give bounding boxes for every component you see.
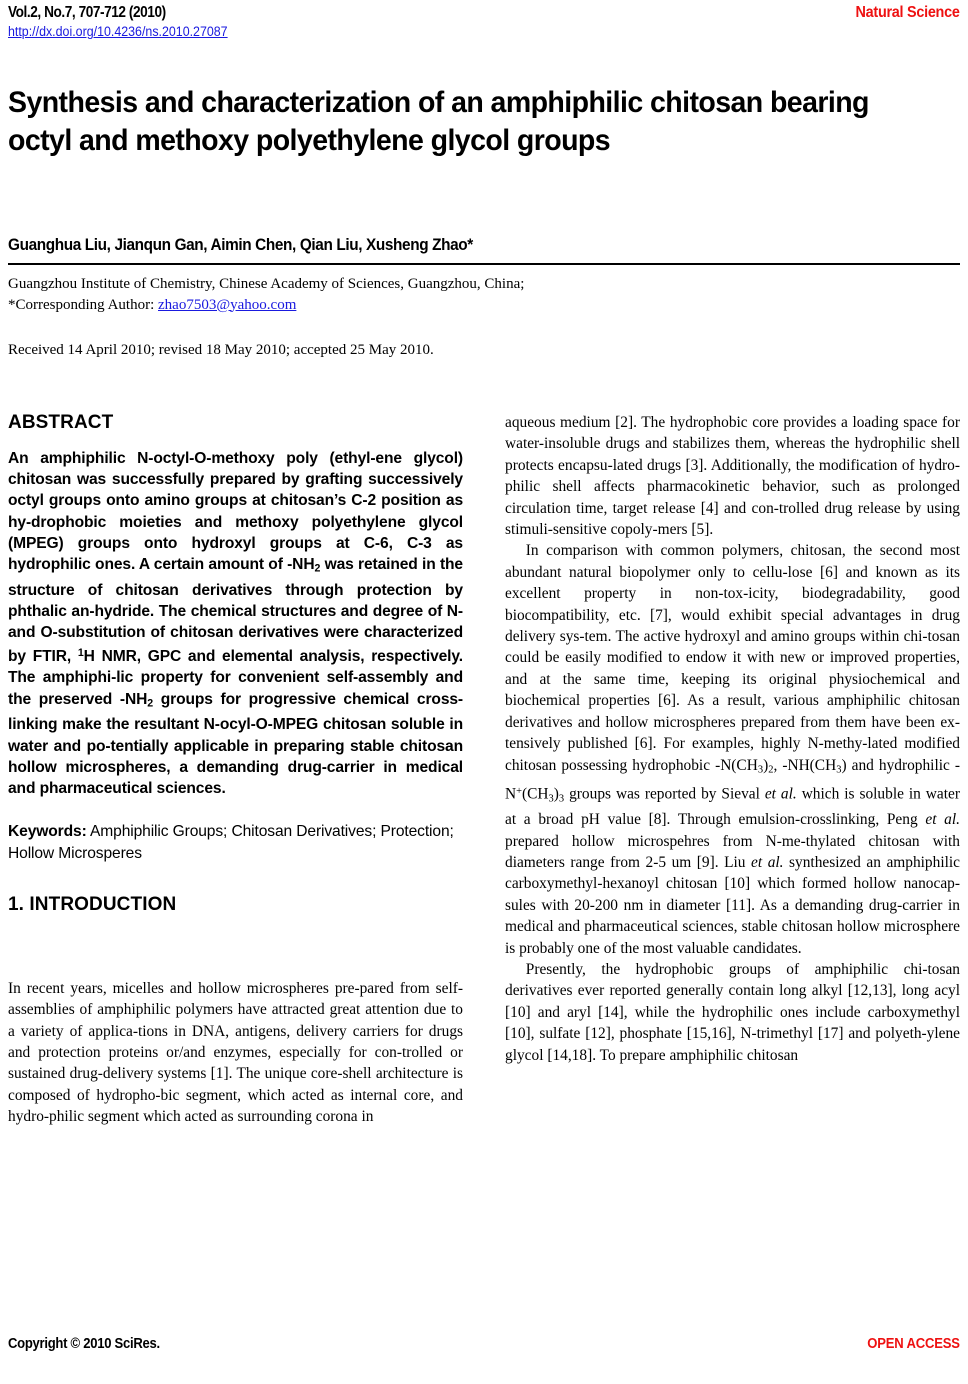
abstract-text-3: H NMR, GPC and elemental analysis, respectively. The amphiphi-lic property for convenient self-assembly and the preserved -NH xyxy=(8,648,463,708)
right-p2-text-10: synthesized an amphiphilic carboxymethyl-hexanoyl chitosan [10] which formed hollow nanocap-sules with 20-200 nm in diameter [11]. As a demanding drug-carrier in medical and pharmaceutical sciences, stable chitosan hollow microsphere is probably one of the most valuable candidates. xyxy=(505,854,960,957)
introduction-heading-wrap xyxy=(8,894,463,916)
keywords-value: Amphiphilic Groups; Chitosan Derivatives; Protection; Hollow Microsperes xyxy=(8,823,454,862)
corresponding-author-label: *Corresponding Author: xyxy=(8,296,158,313)
et-al-sieval: et al. xyxy=(764,785,797,803)
right-p2-text-1: In comparison with common polymers, chitosan, the second most abundant natural biopolymer only to cellu-lose [6] and known as its excellent property in non-tox-icity, biodegradability, good biocompatibility, etc. [7], would exhibit special advantages in drug delivery sys-tem. The active hydroxyl and amino groups within chi-tosan could be easily modified to endow it with new or improved properties, and at the same time, keeping its original physiochemical and biochemical properties [6]. As a result, various amphiphilic chitosan derivatives and hollow microspheres prepared from them have been ex-tensively published [6]. For examples, highly N-methy-lated modified chitosan possessing hydrophobic -N(CH xyxy=(505,542,960,774)
superscript-one: 1 xyxy=(77,647,84,660)
subscript-three-b: 3 xyxy=(836,764,842,776)
abstract-text-1: An amphiphilic N-octyl-O-methoxy poly (ethyl-ene glycol) chitosan was successfully prepared by grafting successively octyl groups onto amino groups at chitosan’s C-2 position as hy-drophobic moieties and methoxy polyethylene glycol (MPEG) groups onto hydroxyl groups at C-6, C-3 as hydrophilic ones. A certain amount of -NH xyxy=(8,450,463,574)
running-head xyxy=(8,4,960,48)
right-column xyxy=(505,412,960,1066)
subscript-three-c: 3 xyxy=(548,792,554,804)
volume-info: Vol.2, No.7, 707-712 (2010) xyxy=(8,4,166,21)
right-p2-text-6: ) xyxy=(553,785,559,803)
right-paragraph-3: Presently, the hydrophobic groups of amphiphilic chi-tosan derivatives ever reported generally contain long alkyl [12,13], long acyl [10] and aryl [14], while the hydrophilic ones include carboxymethyl [10], sulfate [12], phosphate [15,16], N-trimethyl [17] and polyeth-ylene glycol [14,18]. To prepare amphiphilic chitosan xyxy=(505,961,960,1064)
journal-name: Natural Science xyxy=(855,4,960,21)
right-paragraph-2 xyxy=(505,540,960,959)
abstract-text-4: groups for progressive chemical cross-linking make the resultant N-ocyl-O-MPEG chitosan soluble in water and po-tentially applicable in preparing stable chitosan hollow microspheres, a demanding drug-carrier in medical and pharmaceutical sciences. xyxy=(8,690,463,798)
subscript-two-c: 2 xyxy=(768,764,774,776)
superscript-plus: + xyxy=(516,785,523,797)
et-al-liu: et al. xyxy=(751,854,784,872)
left-column xyxy=(8,412,463,1128)
subscript-two-b: 2 xyxy=(147,697,154,710)
affiliation-block xyxy=(8,274,768,315)
abstract-heading: ABSTRACT xyxy=(8,412,114,433)
right-p2-text-5: (CH xyxy=(522,785,549,803)
et-al-peng: et al. xyxy=(925,811,960,829)
right-p2-text-8: which is soluble in water at a broad pH value [8]. Through emulsion-crosslinking, Peng xyxy=(505,785,960,829)
right-p2-text-2: ) xyxy=(763,756,769,774)
subscript-three-a: 3 xyxy=(757,764,764,776)
introduction-paragraph-1: In recent years, micelles and hollow microspheres pre-pared from self-assemblies of amphiphilic polymers have attracted great attention due to a variety of applica-tions in DNA, antigens, delivery carriers for drugs and protection proteins or/and enzymes, especially for con-trolled or sustained drug-delivery systems [1]. The unique core-shell architecture is composed of hydropho-bic segment, which acted as internal core, and hydro-philic segment which acted as surrounding corona in xyxy=(8,979,463,1126)
subscript-two-a: 2 xyxy=(314,562,321,575)
submission-history: Received 14 April 2010; revised 18 May 2010; accepted 25 May 2010. xyxy=(8,342,434,358)
open-access-badge: OPEN ACCESS xyxy=(867,1336,960,1352)
right-paragraph-1: aqueous medium [2]. The hydrophobic core provides a loading space for water-insoluble drugs and stabilizes them, whereas the hydrophilic shell protects encapsu-lated drugs [3]. Additionally, the modification of hydro-philic shell affects pharmacokinetic behavior, such as prolonged circulation time, target release [4] and con-trolled drug release by using stimuli-sensitive copoly-mers [5]. xyxy=(505,414,960,539)
introduction-heading: 1. INTRODUCTION xyxy=(8,893,177,915)
keywords-label: Keywords: xyxy=(8,823,87,841)
right-p2-text-4: ) and hydrophilic -N xyxy=(505,756,961,803)
right-p2-text-9: prepared hollow microspehres from N-me-thylated chitosan with diameters range from 2-5 um [9]. Liu xyxy=(505,832,960,872)
page-title: Synthesis and characterization of an amphiphilic chitosan bearing octyl and methoxy polyethylene glycol groups xyxy=(8,86,869,157)
subscript-three-d: 3 xyxy=(558,792,565,804)
right-p2-text-3: , -NH(CH xyxy=(773,756,837,774)
keywords-line xyxy=(8,821,463,863)
abstract-text-2: was retained in the structure of chitosan derivatives through protection by phthalic an-hydride. The chemical structures and degree of N-and O-substitution of chitosan derivatives were characterized by FTIR, xyxy=(8,556,463,666)
copyright-notice: Copyright © 2010 SciRes. xyxy=(8,1336,160,1352)
abstract-body xyxy=(8,448,463,799)
author-list: Guanghua Liu, Jianqun Gan, Aimin Chen, Qian Liu, Xusheng Zhao* xyxy=(8,236,473,254)
affiliation-institution: Guangzhou Institute of Chemistry, Chinese Academy of Sciences, Guangzhou, China; xyxy=(8,276,525,292)
title-divider xyxy=(8,263,960,265)
corresponding-author-line xyxy=(8,295,768,316)
doi-link[interactable]: http://dx.doi.org/10.4236/ns.2010.27087 xyxy=(8,24,228,39)
corresponding-author-email[interactable]: zhao7503@yahoo.com xyxy=(158,296,297,313)
right-p2-text-7: groups was reported by Sieval xyxy=(564,785,765,803)
title-block xyxy=(8,84,960,254)
page-footer xyxy=(8,1336,960,1360)
